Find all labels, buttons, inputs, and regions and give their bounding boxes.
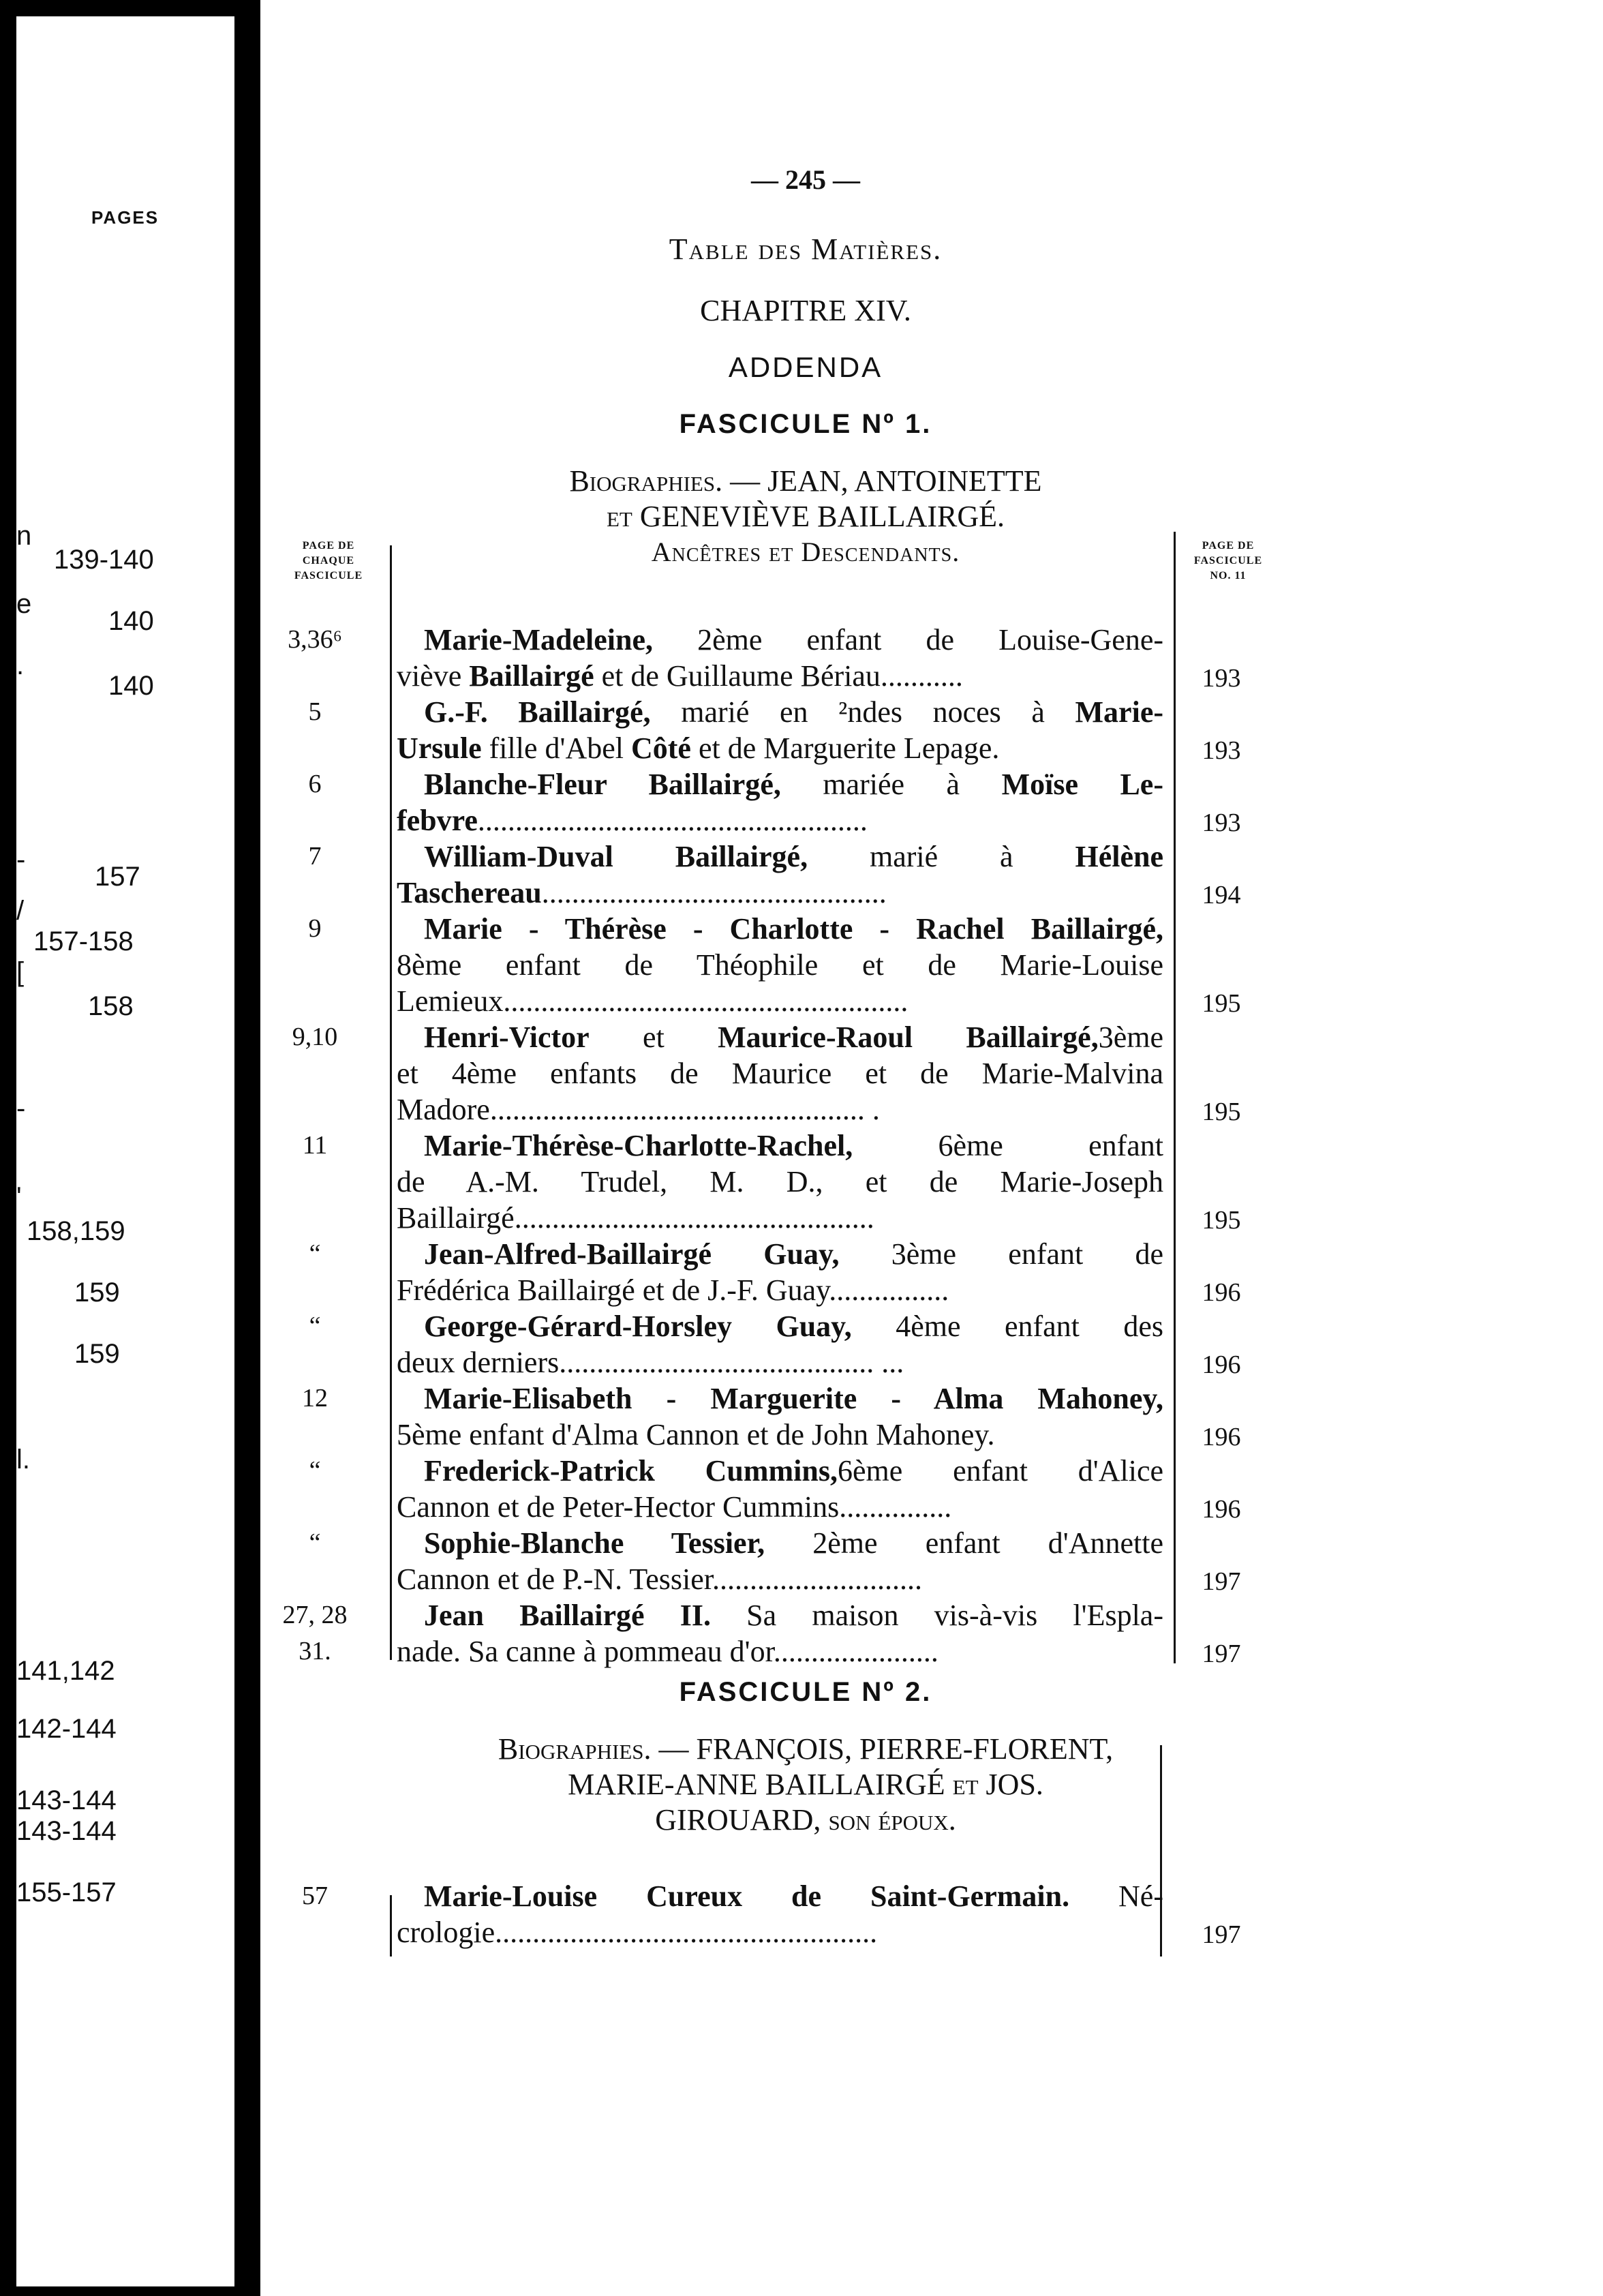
entry-text-segment: 6ème enfant <box>853 1129 1163 1162</box>
left-page-number: 157 <box>95 862 140 892</box>
entry-text-segment: marié en ²ndes noces à <box>650 695 1075 729</box>
left-page-number: 141,142 <box>16 1656 115 1686</box>
entry-text-segment: .............................................. <box>541 876 887 909</box>
entry-line <box>397 802 1163 839</box>
entry-line <box>397 1914 1163 1950</box>
volume-page-ref: 193 <box>1202 736 1241 765</box>
entry-text <box>397 766 1163 839</box>
table-title: Table des Matières. <box>669 232 943 266</box>
volume-page-ref: 197 <box>1202 1640 1241 1668</box>
entry-text-segment: et <box>589 1021 718 1054</box>
volume-page-ref: 195 <box>1202 989 1241 1018</box>
entry-text-segment: 2ème enfant de Louise-Gene- <box>652 623 1163 656</box>
biographies-names-2: MARIE-ANNE BAILLAIRGÉ <box>568 1768 953 1801</box>
person-name: Marie- <box>1075 695 1163 729</box>
main-page <box>260 0 1603 2296</box>
entry-text-segment: de A.-M. Trudel, M. D., et de Marie-Joseph <box>397 1165 1163 1198</box>
person-name: Maurice-Raoul Baillairgé, <box>718 1021 1099 1054</box>
entry-text-segment: 3ème <box>1098 1021 1163 1054</box>
fascicle-page-ref: “ <box>309 1456 321 1485</box>
person-name: Frederick-Patrick Cummins, <box>424 1454 838 1487</box>
entry-line <box>397 1561 1163 1597</box>
person-name: Marie - Thérèse - Charlotte - Rachel Baillairgé, <box>424 912 1163 946</box>
left-page-header: PAGES <box>91 207 159 228</box>
fascicle-page-ref: 9,10 <box>292 1023 338 1051</box>
person-name: Baillairgé <box>469 659 594 693</box>
entry-text-segment: 8ème enfant de Théophile et de Marie-Louise <box>397 948 1163 982</box>
entry-line <box>397 1417 1163 1453</box>
entry-text <box>397 1128 1163 1236</box>
entry-text-segment: 4ème enfant des <box>851 1310 1163 1343</box>
left-page-margin-mark: l. <box>16 1445 30 1475</box>
left-page-margin-mark: . <box>16 650 25 680</box>
person-name: Moïse Le- <box>1001 768 1163 801</box>
entry-text <box>397 1019 1163 1128</box>
entry-line <box>397 1489 1163 1525</box>
left-column-header-line: FASCICULE <box>294 570 363 581</box>
spouse-label: son époux. <box>828 1803 956 1837</box>
entry-line <box>397 983 1163 1019</box>
volume-page-ref: 193 <box>1202 809 1241 837</box>
fascicule-1-subheading <box>465 464 1146 570</box>
entry-line <box>397 622 1163 658</box>
person-name: Marie-Louise Cureux de Saint-Germain. <box>424 1879 1070 1913</box>
person-name: Henri-Victor <box>424 1021 590 1054</box>
left-page-margin-mark: n <box>16 521 32 551</box>
ancestors-label: Ancêtres et Descendants. <box>651 537 960 567</box>
entry-text-segment: .................................................... <box>477 804 868 837</box>
biographies-names-3: JOS. <box>978 1768 1043 1801</box>
page-edge-strip <box>1588 27 1593 2277</box>
left-page-number: 159 <box>74 1278 120 1308</box>
person-name: Marie-Thérèse-Charlotte-Rachel, <box>424 1129 853 1162</box>
left-page-number: 158 <box>88 991 134 1021</box>
right-column-header-line: FASCICULE <box>1193 555 1263 567</box>
left-page-margin-mark: / <box>16 896 25 926</box>
entry-text-segment: deux derniers.......................................... ... <box>397 1346 904 1379</box>
left-page-number: 140 <box>108 671 154 701</box>
entry-text-segment: Madore.................................................. . <box>397 1093 880 1126</box>
right-column-header-line: NO. 11 <box>1210 570 1247 581</box>
entry-line <box>397 1200 1163 1236</box>
person-name: William-Duval Baillairgé, <box>424 840 808 873</box>
left-column-rule <box>390 545 392 1660</box>
left-column-rule-2 <box>390 1895 392 1957</box>
entry-text-segment: et 4ème enfants de Maurice et de Marie-Malvina <box>397 1057 1163 1090</box>
entry-text-segment: marié à <box>808 840 1075 873</box>
left-column-header-line: CHAQUE <box>302 555 355 567</box>
entry-text <box>397 1597 1163 1670</box>
entry-text-segment: Sa maison vis-à-vis l'Espla- <box>710 1599 1163 1632</box>
left-page-number: 158,159 <box>27 1216 125 1246</box>
person-name: George-Gérard-Horsley Guay, <box>424 1310 852 1343</box>
volume-page-ref: 194 <box>1202 881 1241 909</box>
entry-line <box>397 694 1163 730</box>
entry-text <box>397 1525 1163 1597</box>
fascicule-1-heading: FASCICULE Nº 1. <box>679 409 932 439</box>
volume-page-ref: 197 <box>1202 1920 1241 1949</box>
person-name: Taschereau <box>397 876 542 909</box>
left-column-header <box>274 539 383 584</box>
fascicule-2-subheading <box>397 1732 1215 1838</box>
entry-text <box>397 1453 1163 1525</box>
entry-text-segment: Frédérica Baillairgé et de J.-F. Guay................ <box>397 1273 949 1307</box>
person-name: febvre <box>397 804 478 837</box>
entry-line <box>397 911 1163 947</box>
entry-line <box>397 1344 1163 1380</box>
entry-text <box>397 1236 1163 1308</box>
fascicle-page-ref: “ <box>309 1239 321 1268</box>
entry-line <box>397 1091 1163 1128</box>
fascicle-page-ref: “ <box>309 1528 321 1557</box>
volume-page-ref: 196 <box>1202 1278 1241 1307</box>
entry-line <box>397 1164 1163 1200</box>
fascicle-page-ref: “ <box>309 1312 321 1340</box>
person-name: Ursule <box>397 731 482 765</box>
left-page-margin-mark: ' <box>16 1182 22 1212</box>
entry-line <box>397 839 1163 875</box>
fascicle-page-ref: 6 <box>308 770 322 798</box>
entry-line <box>397 1453 1163 1489</box>
entry-text-segment: 3ème enfant de <box>839 1237 1163 1271</box>
entry-text-segment: et de Marguerite Lepage. <box>690 731 1000 765</box>
fascicle-page-ref: 5 <box>308 697 322 726</box>
fascicle-page-ref: 3,36⁶ <box>288 625 342 654</box>
entry-line <box>397 1308 1163 1344</box>
volume-page-ref: 195 <box>1202 1098 1241 1126</box>
volume-page-ref: 195 <box>1202 1206 1241 1235</box>
entry-text <box>397 694 1163 766</box>
entry-line <box>397 1597 1163 1633</box>
entry-line <box>397 1380 1163 1417</box>
entry-text <box>397 622 1163 694</box>
entry-text <box>397 1878 1163 1950</box>
entry-line <box>397 1272 1163 1308</box>
person-name: Jean Baillairgé II. <box>424 1599 711 1632</box>
person-name: G.-F. Baillairgé, <box>424 695 651 729</box>
left-column-header-line: PAGE DE <box>302 540 355 552</box>
person-name: Côté <box>630 731 691 765</box>
person-name: Jean-Alfred-Baillairgé Guay, <box>424 1237 840 1271</box>
person-name: Marie-Elisabeth - Marguerite - Alma Mahoney, <box>424 1382 1163 1415</box>
volume-page-ref: 196 <box>1202 1423 1241 1451</box>
entry-text-segment: Baillairgé................................................ <box>397 1201 874 1235</box>
left-page-number: 140 <box>108 606 154 636</box>
left-page-number: 139-140 <box>54 545 154 575</box>
entry-line <box>397 730 1163 766</box>
right-column-header <box>1180 539 1276 584</box>
entry-line <box>397 1878 1163 1914</box>
entry-text-segment: nade. Sa canne à pommeau d'or...................... <box>397 1635 938 1668</box>
fascicle-page-ref: 27, 28 31. <box>282 1601 348 1665</box>
fascicle-page-ref: 11 <box>302 1131 328 1160</box>
volume-page-ref: 196 <box>1202 1350 1241 1379</box>
left-page-number: 159 <box>74 1339 120 1369</box>
entry-text-segment: fille d'Abel <box>481 731 631 765</box>
entry-text-segment: 6ème enfant d'Alice <box>838 1454 1163 1487</box>
left-facing-page <box>16 16 234 2286</box>
entry-line <box>397 658 1163 694</box>
fascicule-2-heading: FASCICULE Nº 2. <box>679 1677 932 1707</box>
chapter-title: CHAPITRE XIV. <box>700 294 911 327</box>
fascicle-page-ref: 9 <box>308 914 322 943</box>
person-name: Sophie-Blanche Tessier, <box>424 1526 765 1560</box>
left-page-margin-mark: e <box>16 589 32 619</box>
person-name: Blanche-Fleur Baillairgé, <box>424 768 781 801</box>
et-label: et <box>952 1768 979 1801</box>
volume-page-ref: 193 <box>1202 664 1241 693</box>
entry-text-segment: viève <box>397 659 470 693</box>
addenda-heading: ADDENDA <box>728 351 883 383</box>
entry-text-segment: Lemieux...................................................... <box>397 984 909 1018</box>
entry-text-segment: et de Guillaume Bériau........... <box>594 659 963 693</box>
entry-text <box>397 1380 1163 1453</box>
entry-line <box>397 1236 1163 1272</box>
biographies-label: Biographies. <box>569 464 723 498</box>
biographies-names: — JEAN, ANTOINETTE <box>722 464 1042 498</box>
entry-line <box>397 766 1163 802</box>
right-column-header-line: PAGE DE <box>1202 540 1255 552</box>
entry-text <box>397 911 1163 1019</box>
left-page-margin-mark: - <box>16 845 26 875</box>
left-page-number: 142-144 <box>16 1714 117 1744</box>
entry-text <box>397 1308 1163 1380</box>
entry-line <box>397 947 1163 983</box>
entry-text-segment: crologie................................................... <box>397 1916 878 1949</box>
entry-text-segment: 2ème enfant d'Annette <box>765 1526 1163 1560</box>
fascicle-page-ref: 7 <box>308 842 322 871</box>
entry-text <box>397 839 1163 911</box>
volume-page-ref: 197 <box>1202 1567 1241 1596</box>
fascicle-page-ref: 57 <box>302 1882 328 1910</box>
et-label: et <box>606 500 632 533</box>
entry-line <box>397 1525 1163 1561</box>
entry-text-segment: Né- <box>1069 1879 1163 1913</box>
entry-line <box>397 1019 1163 1055</box>
left-page-number: 143-144 <box>16 1816 117 1846</box>
entry-line <box>397 1055 1163 1091</box>
entry-text-segment: Cannon et de Peter-Hector Cummins............... <box>397 1490 952 1524</box>
biographies-names: — FRANÇOIS, PIERRE-FLORENT, <box>651 1732 1114 1766</box>
left-page-number: 155-157 <box>16 1877 117 1907</box>
left-page-margin-mark: [ <box>16 957 25 987</box>
left-page-margin-mark: - <box>16 1093 26 1123</box>
entry-text-segment: 5ème enfant d'Alma Cannon et de John Mahoney. <box>397 1418 995 1451</box>
biographies-names-4: GIROUARD, <box>655 1803 829 1837</box>
entry-line <box>397 1633 1163 1670</box>
entry-line <box>397 875 1163 911</box>
entry-text-segment: Cannon et de P.-N. Tessier............................ <box>397 1562 922 1596</box>
left-page-number: 143-144 <box>16 1785 117 1815</box>
entry-text-segment: mariée à <box>780 768 1002 801</box>
page-number: — 245 — <box>751 164 860 195</box>
left-page-number: 157-158 <box>33 926 134 956</box>
person-name: Hélène <box>1075 840 1163 873</box>
entry-line <box>397 1128 1163 1164</box>
biographies-names-2: GENEVIÈVE BAILLAIRGÉ. <box>632 500 1005 533</box>
biographies-label: Biographies. <box>498 1732 652 1766</box>
fascicle-page-ref: 12 <box>302 1384 328 1413</box>
person-name: Marie-Madeleine, <box>424 623 653 656</box>
volume-page-ref: 196 <box>1202 1495 1241 1524</box>
